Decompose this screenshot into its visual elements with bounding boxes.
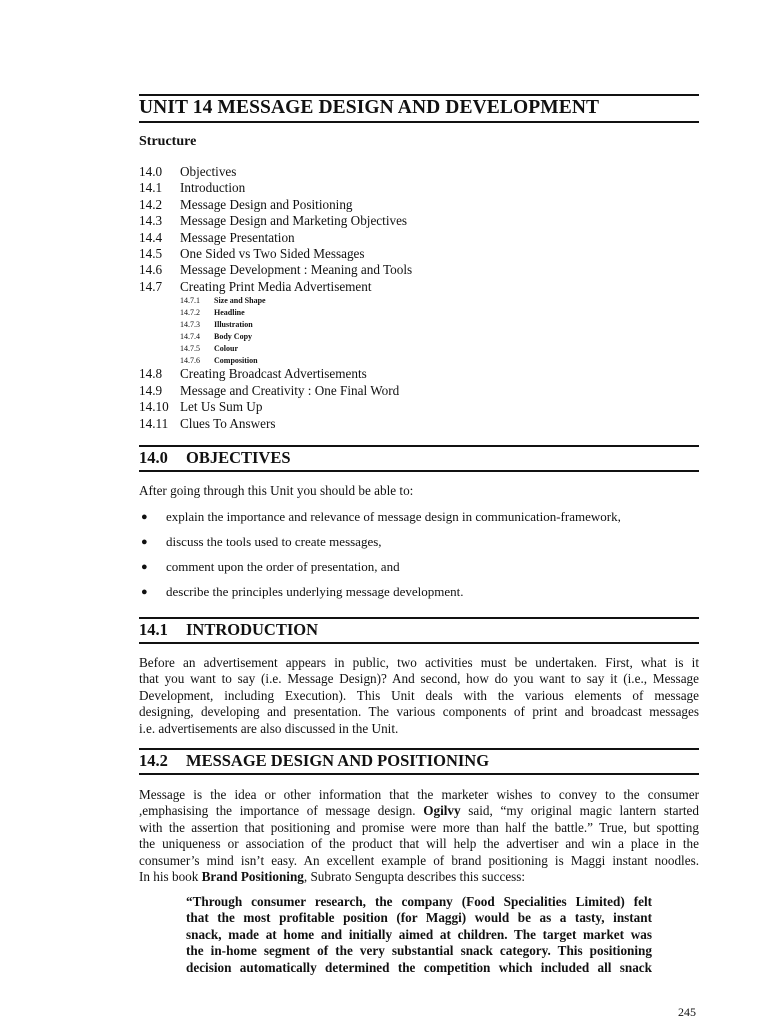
unit-title: UNIT 14 MESSAGE DESIGN AND DEVELOPMENT	[139, 97, 600, 118]
positioning-heading	[139, 751, 489, 771]
toc-label: Introduction	[180, 180, 246, 196]
introduction-bottom-rule	[139, 642, 699, 644]
bullet-icon: ●	[141, 536, 148, 548]
page-number: 245	[678, 1005, 696, 1019]
text-run: , Subrato Sengupta describes this success:	[303, 869, 526, 885]
toc-subitem	[180, 295, 699, 307]
toc-label: Message Development : Meaning and Tools	[180, 262, 413, 278]
introduction-top-rule	[139, 617, 699, 619]
block-quote	[186, 894, 652, 976]
paragraph-line	[139, 803, 699, 819]
title-top-rule	[139, 94, 699, 96]
introduction-heading	[139, 620, 318, 640]
toc-item	[139, 230, 699, 246]
quote-line: snack, made at home and initially aimed at children. The target market was	[186, 926, 652, 942]
toc-number: 14.7	[139, 278, 163, 294]
toc-label: Message Presentation	[180, 229, 295, 245]
toc-sub-label: Headline	[214, 308, 245, 318]
paragraph-line: designing, developing and presentation. The various components of print and broadcast messages	[139, 704, 699, 720]
toc-label: Let Us Sum Up	[180, 399, 263, 415]
toc-subitem	[180, 343, 699, 355]
list-item	[139, 509, 699, 534]
introduction-paragraph	[139, 655, 699, 737]
text-run: ,emphasising the importance of message design.	[139, 803, 424, 819]
text-run: said, “my original magic lantern started	[460, 803, 700, 819]
toc-number: 14.3	[139, 213, 163, 229]
toc-sub-number: 14.7.5	[180, 343, 200, 353]
toc-subitem	[180, 319, 699, 331]
toc-number: 14.4	[139, 229, 163, 245]
section-number: 14.0	[139, 448, 168, 467]
quote-line: “Through consumer research, the company (Food Specialities Limited) felt	[186, 894, 652, 909]
list-item	[139, 534, 699, 559]
list-item	[139, 559, 699, 584]
toc-number: 14.1	[139, 180, 163, 196]
bullet-icon: ●	[141, 586, 148, 598]
list-item-text: describe the principles underlying message development.	[166, 584, 464, 599]
toc-subitem	[180, 355, 699, 367]
toc-item	[139, 164, 699, 180]
paragraph-line: Before an advertisement appears in public, two activities must be undertaken. First, what is it	[139, 655, 699, 670]
quote-line: decision automatically determined the competition which included all snack	[186, 959, 652, 975]
list-item-text: comment upon the order of presentation, and	[166, 559, 400, 574]
toc-label: Message Design and Positioning	[180, 196, 353, 212]
objectives-top-rule	[139, 445, 699, 447]
objectives-heading	[139, 448, 291, 468]
bullet-icon: ●	[141, 561, 148, 573]
toc-label: Creating Print Media Advertisement	[180, 278, 372, 294]
objectives-list	[139, 509, 699, 609]
positioning-paragraph	[139, 787, 699, 885]
positioning-bottom-rule	[139, 773, 699, 775]
objectives-intro: After going through this Unit you should be able to:	[139, 483, 414, 498]
paragraph-line	[139, 869, 699, 885]
toc-item	[139, 197, 699, 213]
section-title: OBJECTIVES	[186, 448, 291, 467]
objectives-bottom-rule	[139, 470, 699, 472]
toc-number: 14.9	[139, 382, 163, 398]
paragraph-line: Message is the idea or other information that the marketer wishes to convey to the consumer	[139, 787, 699, 802]
section-number: 14.2	[139, 751, 168, 770]
toc-item	[139, 366, 699, 382]
toc-number: 14.0	[139, 164, 163, 179]
toc-subitem	[180, 331, 699, 343]
positioning-top-rule	[139, 748, 699, 750]
structure-label: Structure	[139, 134, 197, 149]
paragraph-line: Development, including Execution). This Unit deals with the various elements of message	[139, 687, 699, 703]
toc-sub-label: Colour	[214, 343, 238, 353]
toc-label: Objectives	[180, 164, 237, 179]
bold-name-ogilvy: Ogilvy	[423, 803, 461, 819]
list-item-text: explain the importance and relevance of message design in communication-framework,	[166, 509, 621, 524]
paragraph-line: that you want to say (i.e. Message Design)? And second, how do you want to say it (i.e., Message	[139, 671, 699, 687]
toc-item	[139, 279, 699, 295]
list-item-text: discuss the tools used to create messages,	[166, 534, 382, 549]
toc-subitem	[180, 307, 699, 319]
quote-line: that the most profitable position (for Maggi) would be as a tasty, instant	[186, 910, 652, 926]
toc-number: 14.11	[139, 415, 169, 431]
text-run: In his book	[139, 869, 202, 885]
toc-label: Message and Creativity : One Final Word	[180, 382, 400, 398]
toc-item	[139, 180, 699, 196]
toc-item	[139, 383, 699, 399]
toc-sub-label: Body Copy	[214, 331, 253, 341]
toc-label: One Sided vs Two Sided Messages	[180, 245, 365, 261]
toc-item	[139, 246, 699, 262]
toc-number: 14.2	[139, 196, 163, 212]
toc-sub-number: 14.7.1	[180, 296, 200, 306]
toc-label: Clues To Answers	[180, 415, 276, 431]
toc-sub-number: 14.7.3	[180, 319, 200, 329]
paragraph-line: i.e. advertisements are also discussed in the Unit.	[139, 720, 399, 736]
toc-sub-label: Illustration	[214, 319, 253, 329]
table-of-contents	[139, 164, 699, 432]
toc-number: 14.5	[139, 245, 163, 261]
toc-item	[139, 416, 699, 432]
paragraph-line: the uniqueness or association of the product that will help the advertiser and win a place in the	[139, 836, 699, 852]
title-bottom-rule	[139, 121, 699, 123]
toc-label: Creating Broadcast Advertisements	[180, 366, 367, 382]
quote-line: the in-home segment of the very substantial snack category. This positioning	[186, 943, 652, 959]
bold-book-title: Brand Positioning	[201, 869, 304, 885]
section-number: 14.1	[139, 620, 168, 639]
toc-label: Message Design and Marketing Objectives	[180, 213, 408, 229]
toc-item	[139, 213, 699, 229]
list-item	[139, 584, 699, 609]
toc-number: 14.6	[139, 262, 163, 278]
toc-sub-label: Composition	[214, 355, 258, 365]
toc-sub-number: 14.7.2	[180, 308, 200, 318]
toc-item	[139, 262, 699, 278]
section-title: MESSAGE DESIGN AND POSITIONING	[186, 751, 490, 770]
paragraph-line: with the assertion that positioning and promise were more than half the battle.” True, but spotting	[139, 819, 699, 835]
section-title: INTRODUCTION	[186, 620, 319, 639]
toc-sub-number: 14.7.6	[180, 355, 200, 365]
toc-sub-label: Size and Shape	[214, 296, 266, 306]
toc-sub-number: 14.7.4	[180, 331, 200, 341]
toc-number: 14.10	[139, 399, 169, 415]
toc-number: 14.8	[139, 366, 163, 382]
bullet-icon: ●	[141, 511, 148, 523]
toc-item	[139, 399, 699, 415]
paragraph-line: consumer’s mind isn’t easy. An excellent example of brand positioning is Maggi instant noodles.	[139, 852, 699, 868]
